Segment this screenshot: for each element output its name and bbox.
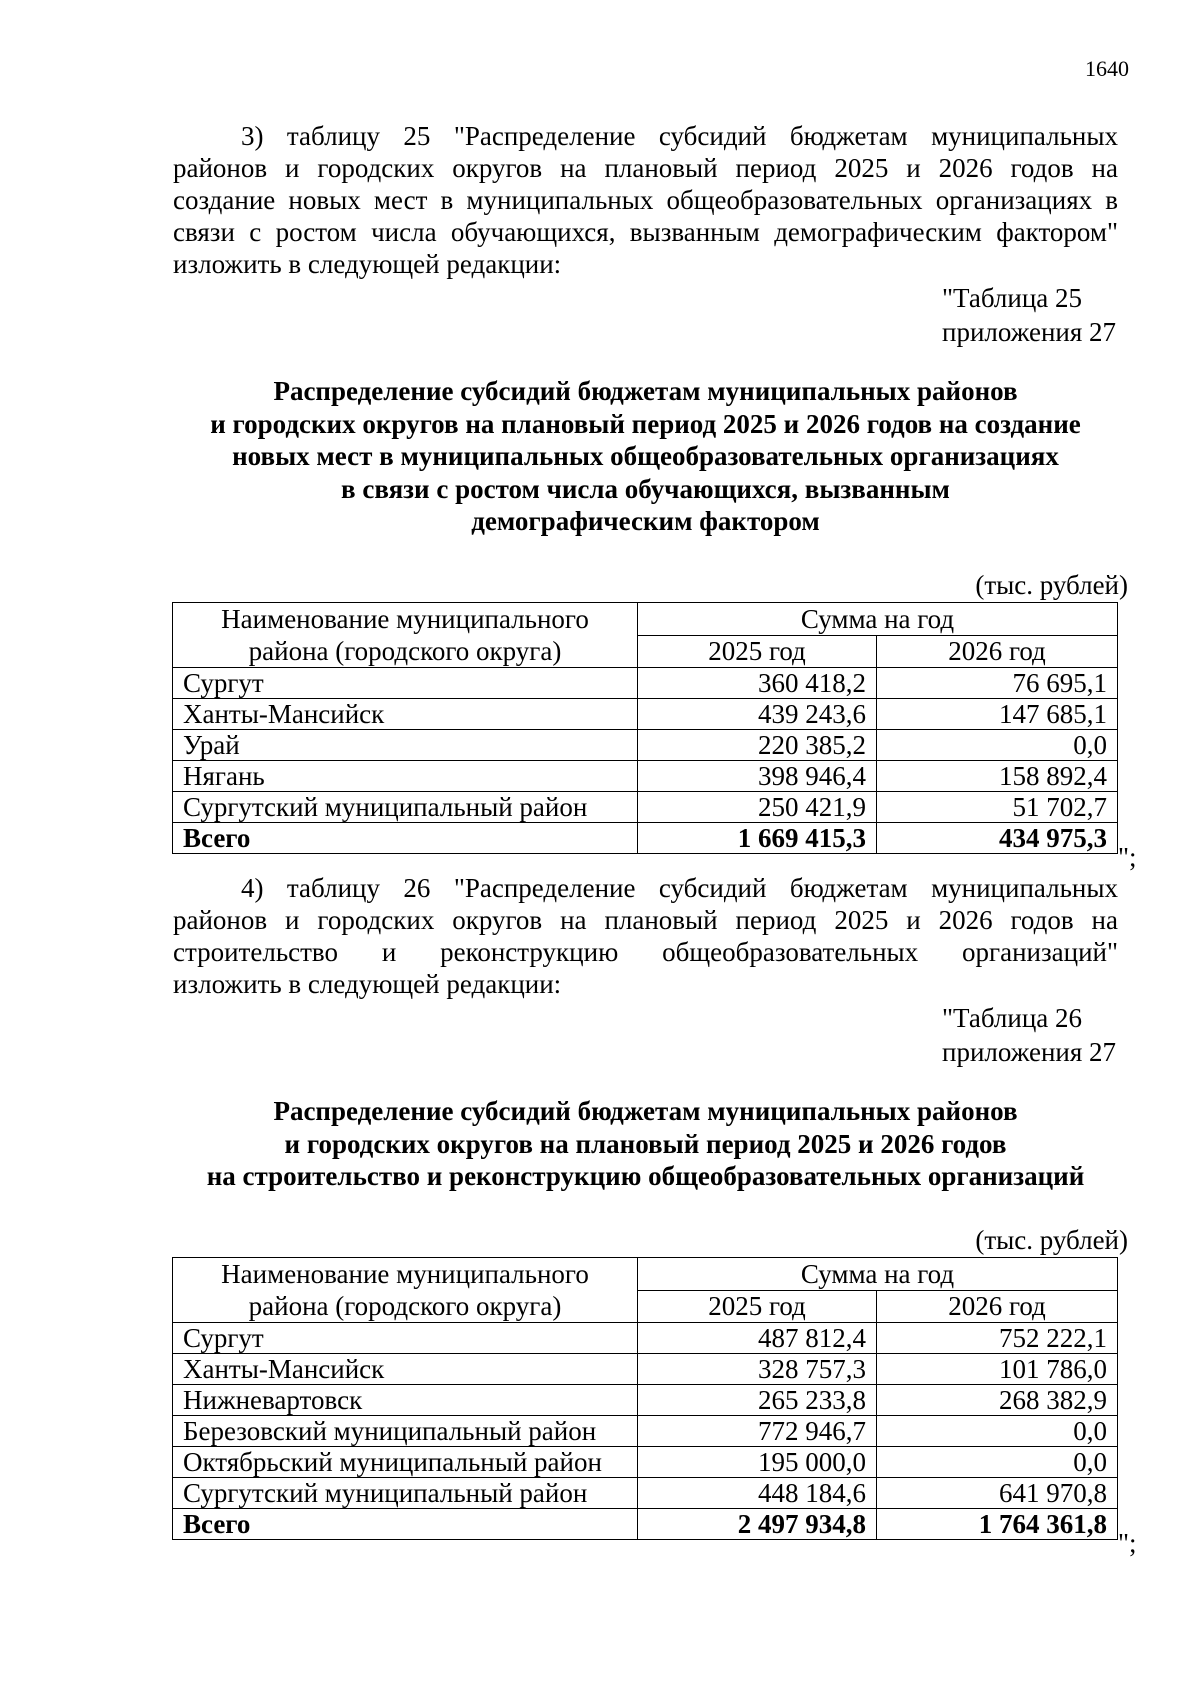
row-value-2026: 51 702,7 [877, 792, 1118, 823]
heading-line: в связи с ростом числа обучающихся, вызванным [341, 473, 950, 504]
table-row [173, 761, 1118, 792]
heading-line: и городских округов на плановый период 2025 и 2026 годов на создание [210, 408, 1081, 439]
row-value-2026: 268 382,9 [877, 1385, 1118, 1416]
item-3-line: создание новых мест в муниципальных общеобразовательных организациях в [173, 185, 1118, 215]
table-row [173, 1354, 1118, 1385]
column-header-2026: 2026 год [877, 1290, 1118, 1323]
column-header-2026: 2026 год [877, 635, 1118, 668]
table-25-closing-quote: "; [1118, 842, 1137, 872]
item-3-line: изложить в следующей редакции: [173, 249, 562, 279]
table-row [173, 730, 1118, 761]
row-name: Нягань [173, 761, 638, 792]
heading-line: новых мест в муниципальных общеобразовательных организациях [232, 441, 1059, 471]
item-3-paragraph [173, 120, 1118, 280]
column-header-2025: 2025 год [638, 1290, 877, 1323]
item-4-paragraph [173, 872, 1118, 1000]
page-number: 1640 [1085, 56, 1129, 81]
item-3-line: связи с ростом числа обучающихся, вызванным демографическим фактором" [173, 217, 1118, 247]
table-row [173, 1323, 1118, 1354]
column-header-name [173, 603, 638, 668]
row-value-2026: 0,0 [877, 1447, 1118, 1478]
table-row [173, 1447, 1118, 1478]
row-value-2025: 328 757,3 [638, 1354, 877, 1385]
heading-line: на строительство и реконструкцию общеобразовательных организаций [206, 1161, 1085, 1191]
row-name: Ханты-Мансийск [173, 699, 638, 730]
column-header-2025: 2025 год [638, 635, 877, 668]
table-26-reference [942, 1001, 1116, 1069]
row-value-2026: 0,0 [877, 1416, 1118, 1447]
table-header-row [173, 603, 1118, 636]
row-name: Октябрьский муниципальный район [173, 1447, 638, 1478]
row-name: Ханты-Мансийск [173, 1354, 638, 1385]
row-name: Урай [173, 730, 638, 761]
table-row [173, 668, 1118, 699]
row-value-2025: 220 385,2 [638, 730, 877, 761]
item-3-line: районов и городских округов на плановый период 2025 и 2026 годов на [173, 153, 1118, 183]
total-value-2025: 1 669 415,3 [638, 823, 877, 854]
table-26-ref-title: "Таблица 26 [942, 1003, 1082, 1033]
heading-line: Распределение субсидий бюджетам муниципальных районов [273, 1096, 1018, 1126]
heading-line: демографическим фактором [471, 506, 820, 536]
table-26-units: (тыс. рублей) [975, 1225, 1128, 1255]
row-value-2026: 0,0 [877, 730, 1118, 761]
table-row [173, 792, 1118, 823]
item-4-line: 4) таблицу 26 "Распределение субсидий бюджетам муниципальных [241, 873, 1118, 903]
table-row [173, 1478, 1118, 1509]
table-row [173, 699, 1118, 730]
table-25-ref-appendix: приложения 27 [942, 317, 1117, 347]
column-header-name [173, 1258, 638, 1323]
row-value-2026: 752 222,1 [877, 1323, 1118, 1354]
row-value-2025: 195 000,0 [638, 1447, 877, 1478]
header-line: Наименование муниципального [221, 1259, 589, 1289]
table-25-units: (тыс. рублей) [975, 570, 1128, 600]
table-25-reference [942, 281, 1116, 349]
column-header-sum: Сумма на год [638, 603, 1118, 636]
row-value-2025: 772 946,7 [638, 1416, 877, 1447]
table-row [173, 1385, 1118, 1416]
total-label: Всего [173, 823, 638, 854]
row-value-2025: 439 243,6 [638, 699, 877, 730]
table-26-ref-appendix: приложения 27 [942, 1037, 1117, 1067]
row-name: Нижневартовск [173, 1385, 638, 1416]
row-value-2026: 101 786,0 [877, 1354, 1118, 1385]
row-value-2025: 448 184,6 [638, 1478, 877, 1509]
table-26-closing-quote: "; [1118, 1528, 1137, 1558]
total-value-2026: 1 764 361,8 [877, 1509, 1118, 1540]
row-name: Сургут [173, 1323, 638, 1354]
total-value-2025: 2 497 934,8 [638, 1509, 877, 1540]
row-value-2026: 76 695,1 [877, 668, 1118, 699]
row-value-2025: 398 946,4 [638, 761, 877, 792]
total-label: Всего [173, 1509, 638, 1540]
row-name: Сургутский муниципальный район [173, 1478, 638, 1509]
item-4-line: изложить в следующей редакции: [173, 969, 562, 999]
header-line: района (городского округа) [248, 636, 562, 666]
item-3-line: 3) таблицу 25 "Распределение субсидий бюджетам муниципальных [241, 121, 1118, 151]
header-line: Наименование муниципального [221, 604, 589, 634]
heading-line: и городских округов на плановый период 2025 и 2026 годов [284, 1128, 1007, 1159]
table-25-ref-title: "Таблица 25 [942, 283, 1082, 313]
row-value-2025: 487 812,4 [638, 1323, 877, 1354]
row-name: Березовский муниципальный район [173, 1416, 638, 1447]
item-4-line: строительство и реконструкцию общеобразовательных организаций" [173, 937, 1118, 967]
row-value-2025: 265 233,8 [638, 1385, 877, 1416]
row-value-2026: 147 685,1 [877, 699, 1118, 730]
table-25-heading [173, 375, 1118, 538]
row-value-2025: 360 418,2 [638, 668, 877, 699]
table-total-row [173, 823, 1118, 854]
total-value-2026: 434 975,3 [877, 823, 1118, 854]
row-value-2025: 250 421,9 [638, 792, 877, 823]
table-26-heading [173, 1095, 1118, 1193]
heading-line: Распределение субсидий бюджетам муниципальных районов [273, 376, 1018, 406]
header-line: района (городского округа) [248, 1291, 562, 1321]
row-value-2026: 641 970,8 [877, 1478, 1118, 1509]
table-26 [172, 1257, 1118, 1540]
item-4-line: районов и городских округов на плановый период 2025 и 2026 годов на [173, 905, 1118, 935]
table-row [173, 1416, 1118, 1447]
row-name: Сургутский муниципальный район [173, 792, 638, 823]
table-header-row [173, 1258, 1118, 1291]
row-name: Сургут [173, 668, 638, 699]
table-25 [172, 602, 1118, 854]
column-header-sum: Сумма на год [638, 1258, 1118, 1291]
table-total-row [173, 1509, 1118, 1540]
row-value-2026: 158 892,4 [877, 761, 1118, 792]
